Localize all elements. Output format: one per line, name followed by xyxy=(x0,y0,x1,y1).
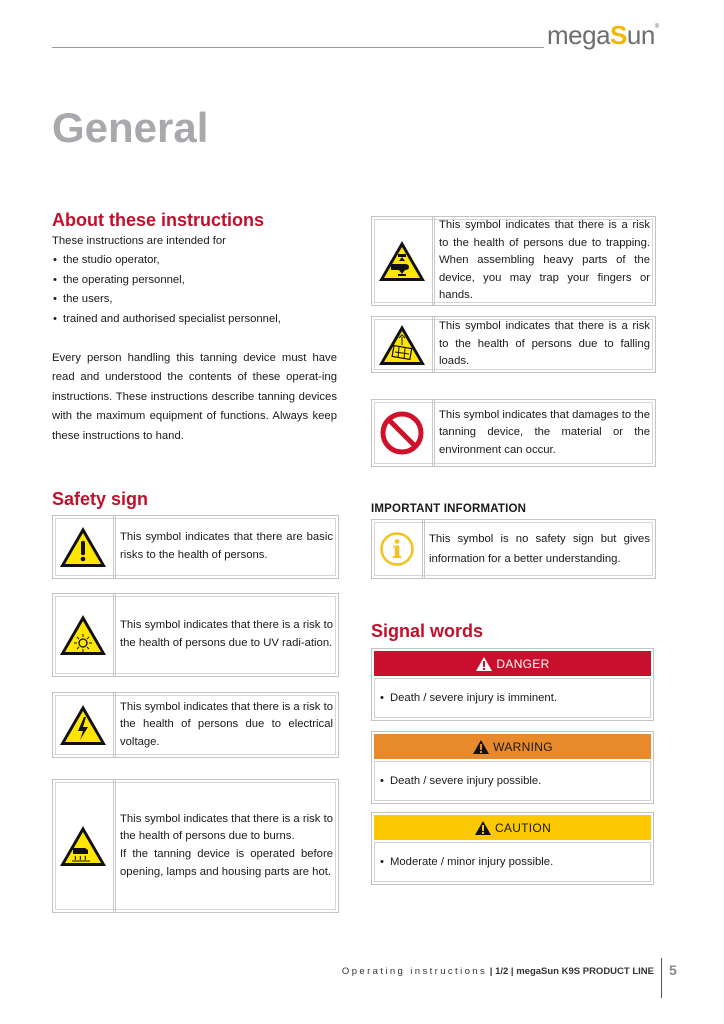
signal-danger xyxy=(371,648,654,721)
audience-list xyxy=(52,251,337,329)
list-item: • the users, xyxy=(52,290,337,310)
hand-trapping-icon xyxy=(372,217,435,305)
signal-description: • Moderate / minor injury possible. xyxy=(374,842,651,882)
about-intro: These instructions are intended for xyxy=(52,234,226,247)
footer-text xyxy=(342,966,654,977)
footer-doc-title: Operating instructions xyxy=(341,966,488,977)
signal-warning xyxy=(371,731,654,804)
important-information-box xyxy=(371,519,656,579)
signal-label: DANGER xyxy=(496,656,550,671)
list-item: • the studio operator, xyxy=(52,251,337,271)
sign-description: This symbol indicates that there are basic risks to the health of persons. xyxy=(120,531,333,561)
megasun-logo xyxy=(547,20,659,51)
list-item: • the operating personnel, xyxy=(52,271,337,291)
safety-sign-trapping xyxy=(371,216,656,306)
hot-surface-icon xyxy=(53,780,116,912)
about-section xyxy=(52,211,337,447)
signal-description: • Death / severe injury possible. xyxy=(374,761,651,801)
list-item: • trained and authorised specialist personnel, xyxy=(52,310,337,330)
signal-description: • Death / severe injury is imminent. xyxy=(374,678,651,718)
page-number: 5 xyxy=(669,962,677,978)
safety-sign-falling-loads xyxy=(371,316,656,373)
logo-text-tail: un xyxy=(626,20,655,50)
caution-banner xyxy=(374,815,651,840)
logo-accent: S xyxy=(610,20,627,50)
safety-sign-damage xyxy=(371,399,656,467)
info-icon xyxy=(372,520,425,578)
prohibition-icon xyxy=(372,400,435,466)
electrical-voltage-icon xyxy=(53,693,116,757)
warning-banner xyxy=(374,734,651,759)
falling-loads-icon xyxy=(372,317,435,372)
about-paragraph: Every person handling this tanning device must have read and understood the contents of these operat-ing instructions. These instructions describe tanning devices with the maximum equipment of functions. Always keep these instructions to hand. xyxy=(52,351,337,442)
safety-sign-electrical xyxy=(52,692,339,758)
safety-sign-general xyxy=(52,515,339,579)
signal-caution xyxy=(371,812,654,885)
signal-words-heading: Signal words xyxy=(371,621,484,641)
sign-description: This symbol indicates that there is a risk to the health of persons due to trapping. When assembling heavy parts of the device, you may trap your fingers or hands. xyxy=(439,219,650,302)
info-description: This symbol is no safety sign but gives information for a better understanding. xyxy=(429,533,650,565)
important-information-heading: IMPORTANT INFORMATION xyxy=(371,503,527,515)
warning-triangle-icon xyxy=(475,656,493,672)
footer-divider xyxy=(661,958,662,998)
page-title: General xyxy=(52,104,209,151)
sign-description: This symbol indicates that damages to the tanning device, the material or the environment can occur. xyxy=(439,408,650,456)
sign-description: This symbol indicates that there is a risk to the health of persons due to electrical voltage. xyxy=(120,700,333,748)
about-heading: About these instructions xyxy=(52,210,265,230)
header-rule xyxy=(52,47,544,48)
logo-registered: ® xyxy=(654,24,659,30)
sign-description: This symbol indicates that there is a risk to the health of persons due to burns. xyxy=(120,812,333,843)
safety-sign-uv xyxy=(52,593,339,677)
danger-banner xyxy=(374,651,651,676)
sign-description: This symbol indicates that there is a risk to the health of persons due to UV radi-ation. xyxy=(120,619,333,649)
signal-label: CAUTION xyxy=(494,820,552,835)
footer-product-line: | 1/2 | megaSun K9S PRODUCT LINE xyxy=(489,966,654,977)
warning-triangle-icon xyxy=(474,820,492,836)
sign-description: This symbol indicates that there is a risk to the health of persons due to falling loads. xyxy=(439,320,650,368)
sign-description-extra: If the tanning device is operated before opening, lamps and housing parts are hot. xyxy=(120,848,333,878)
general-warning-icon xyxy=(53,516,116,578)
safety-sign-burns xyxy=(52,779,339,913)
uv-radiation-icon xyxy=(53,594,116,676)
logo-text: mega xyxy=(547,20,611,50)
warning-triangle-icon xyxy=(472,739,490,755)
safety-heading: Safety sign xyxy=(52,489,149,509)
signal-label: WARNING xyxy=(493,739,553,754)
